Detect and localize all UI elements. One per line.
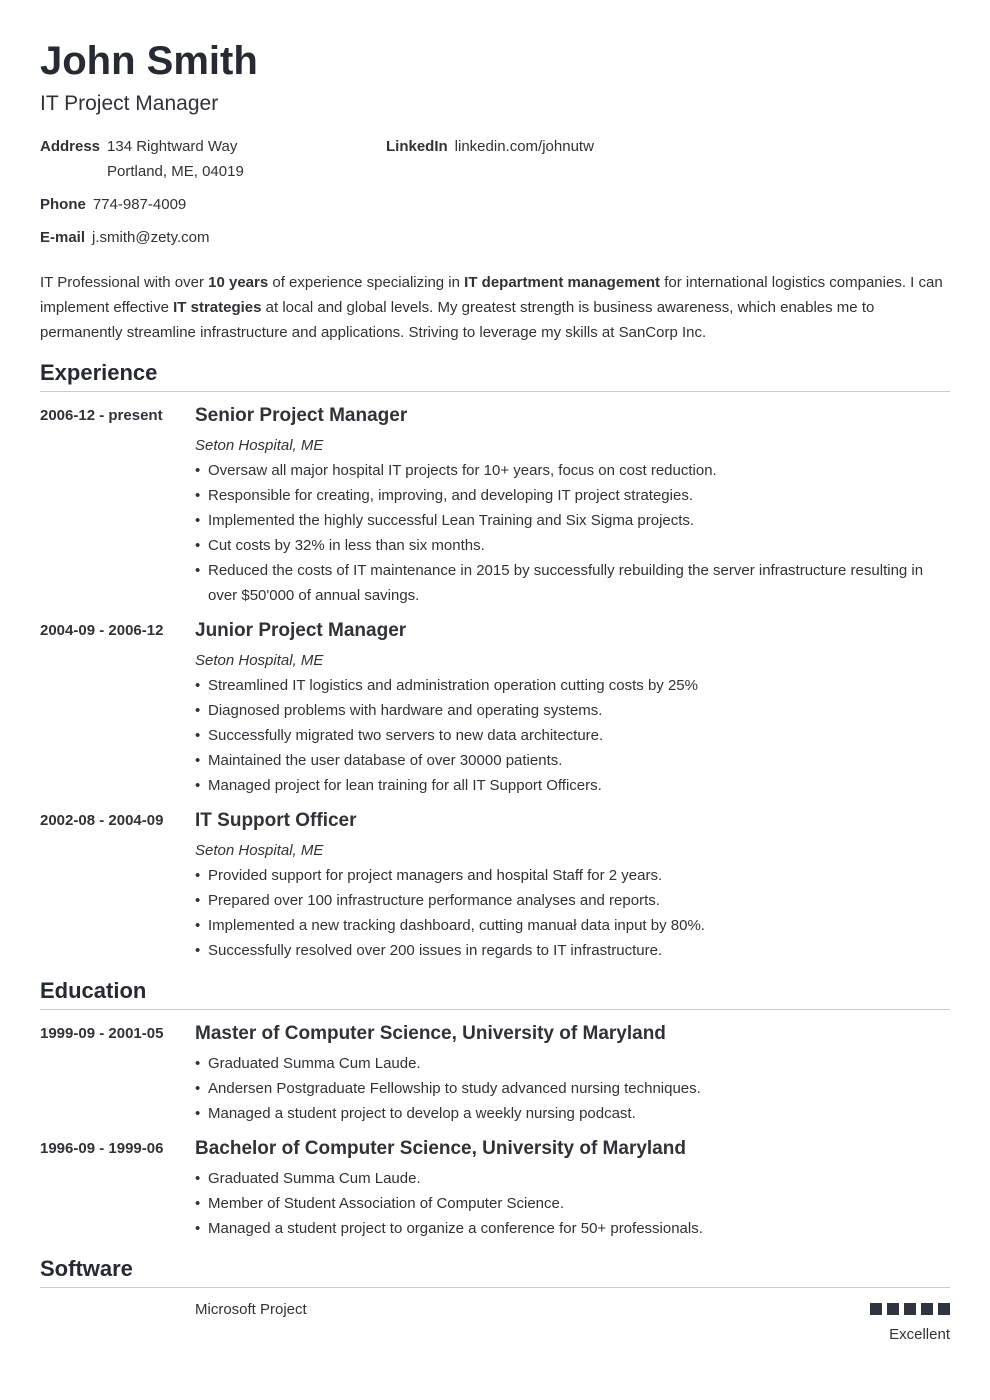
bullet-text: Provided support for project managers and hospital Staff for 2 years. [208,867,663,884]
rating-square [921,1303,933,1315]
bullet-text: Cut costs by 32% in less than six months. [208,537,485,554]
entry-bullets [195,673,950,798]
bullet-item [195,673,950,698]
contact-phone [40,192,186,217]
bullet-dot: • [195,462,201,479]
entry-body [195,619,950,798]
bullet-dot: • [195,1055,201,1072]
entry-date: 2004-09 - 2006-12 [40,622,164,639]
bullet-text: Implemented a new tracking dashboard, cutting manuał data input by 80%. [208,917,705,934]
bullet-dot: • [195,1220,201,1237]
bullet-item [195,1216,950,1241]
bullet-item [195,483,950,508]
bullet-item [195,938,950,963]
bullet-item [195,723,950,748]
bullet-dot: • [195,702,201,719]
bullet-dot: • [195,537,201,554]
entry-bullets [195,863,950,963]
bullet-text: Reduced the costs of IT maintenance in 2015 by successfully rebuilding the server infrastructure resulting in over $50'000 of annual savings. [208,562,924,604]
bullet-text: Successfully resolved over 200 issues in regards to IT infrastructure. [208,942,663,959]
skill-rating [870,1303,950,1315]
summary-text: for international logistics companies. I can implement effective [40,274,943,316]
entry-role: IT Support Officer [195,810,357,831]
job-title: IT Project Manager [40,92,219,115]
entry-bullets [195,1051,950,1126]
bullet-text: Maintained the user database of over 30000 patients. [208,752,563,769]
entry-body [195,1137,950,1241]
address-label: Address [40,138,101,155]
summary-text: at local and global levels. My greatest strength is business awareness, which enables me to permanently streamline infrastructure and applications. Striving to leverage my skills at SanCorp Inc. [40,299,875,341]
bullet-dot: • [195,1080,201,1097]
entry-role: Junior Project Manager [195,620,407,641]
bullet-item [195,748,950,773]
entry-role: Senior Project Manager [195,405,408,426]
entry-bullets [195,1166,950,1241]
summary-highlight: 10 years [208,274,269,291]
bullet-item [195,533,950,558]
bullet-item [195,458,950,483]
summary-text: of experience specializing in [268,274,465,291]
bullet-dot: • [195,487,201,504]
bullet-text: Oversaw all major hospital IT projects for 10+ years, focus on cost reduction. [208,462,717,479]
education-heading: Education [40,977,950,1010]
bullet-dot: • [195,867,201,884]
bullet-text: Managed a student project to develop a weekly nursing podcast. [208,1105,636,1122]
entry-degree: Bachelor of Computer Science, University of Maryland [195,1138,686,1159]
bullet-dot: • [195,562,201,579]
bullet-dot: • [195,892,201,909]
entry-date: 1999-09 - 2001-05 [40,1025,164,1042]
entry-bullets [195,458,950,608]
rating-square [887,1303,899,1315]
entry-body [195,1022,950,1126]
profile-summary [40,270,950,345]
bullet-item [195,888,950,913]
bullet-text: Prepared over 100 infrastructure performance analyses and reports. [208,892,660,909]
bullet-text: Member of Student Association of Computer Science. [208,1195,565,1212]
entry-organization: Seton Hospital, ME [195,842,324,859]
entry-body [195,809,950,963]
bullet-dot: • [195,1195,201,1212]
rating-square [870,1303,882,1315]
bullet-dot: • [195,677,201,694]
bullet-item [195,1166,950,1191]
bullet-item [195,558,950,608]
entry-date: 1996-09 - 1999-06 [40,1140,164,1157]
experience-heading: Experience [40,359,950,392]
summary-highlight: IT strategies [173,299,262,316]
bullet-text: Managed a student project to organize a conference for 50+ professionals. [208,1220,703,1237]
software-skill [195,1300,950,1343]
bullet-dot: • [195,752,201,769]
contact-email [40,225,209,250]
phone-label: Phone [40,196,86,213]
bullet-item [195,1076,950,1101]
entry-organization: Seton Hospital, ME [195,652,324,669]
address-value [107,134,244,184]
skill-name: Microsoft Project [195,1301,307,1318]
contact-address [40,134,244,184]
bullet-dot: • [195,942,201,959]
software-heading: Software [40,1255,950,1288]
bullet-item [195,1191,950,1216]
bullet-item [195,773,950,798]
bullet-item [195,863,950,888]
bullet-dot: • [195,1105,201,1122]
summary-highlight: IT department management [464,274,661,291]
bullet-text: Implemented the highly successful Lean Training and Six Sigma projects. [208,512,695,529]
rating-square [904,1303,916,1315]
bullet-dot: • [195,777,201,794]
entry-body [195,404,950,608]
address-line-2: Portland, ME, 04019 [107,163,244,180]
bullet-text: Diagnosed problems with hardware and operating systems. [208,702,603,719]
entry-degree: Master of Computer Science, University of Maryland [195,1023,666,1044]
phone-value: 774-987-4009 [92,196,187,213]
bullet-text: Graduated Summa Cum Laude. [208,1170,421,1187]
bullet-item [195,913,950,938]
entry-organization: Seton Hospital, ME [195,437,324,454]
email-value: j.smith@zety.com [92,229,210,246]
linkedin-label: LinkedIn [386,138,448,155]
linkedin-value: linkedin.com/johnutw [454,138,594,155]
rating-square [938,1303,950,1315]
address-line-1: 134 Rightward Way [107,138,238,155]
bullet-text: Successfully migrated two servers to new data architecture. [208,727,604,744]
bullet-text: Responsible for creating, improving, and developing IT project strategies. [208,487,693,504]
skill-level: Excellent [889,1326,950,1343]
bullet-dot: • [195,727,201,744]
entry-date: 2002-08 - 2004-09 [40,812,164,829]
bullet-text: Streamlined IT logistics and administration operation cutting costs by 25% [208,677,698,694]
bullet-item [195,1101,950,1126]
bullet-dot: • [195,917,201,934]
bullet-text: Managed project for lean training for all IT Support Officers. [208,777,602,794]
bullet-item [195,508,950,533]
bullet-dot: • [195,1170,201,1187]
entry-date: 2006-12 - present [40,407,163,424]
bullet-dot: • [195,512,201,529]
candidate-name: John Smith [40,39,258,83]
summary-text: IT Professional with over [40,274,209,291]
bullet-item [195,698,950,723]
bullet-text: Andersen Postgraduate Fellowship to study advanced nursing techniques. [208,1080,701,1097]
bullet-text: Graduated Summa Cum Laude. [208,1055,421,1072]
bullet-item [195,1051,950,1076]
contact-linkedin [386,134,594,159]
email-label: E-mail [40,229,86,246]
